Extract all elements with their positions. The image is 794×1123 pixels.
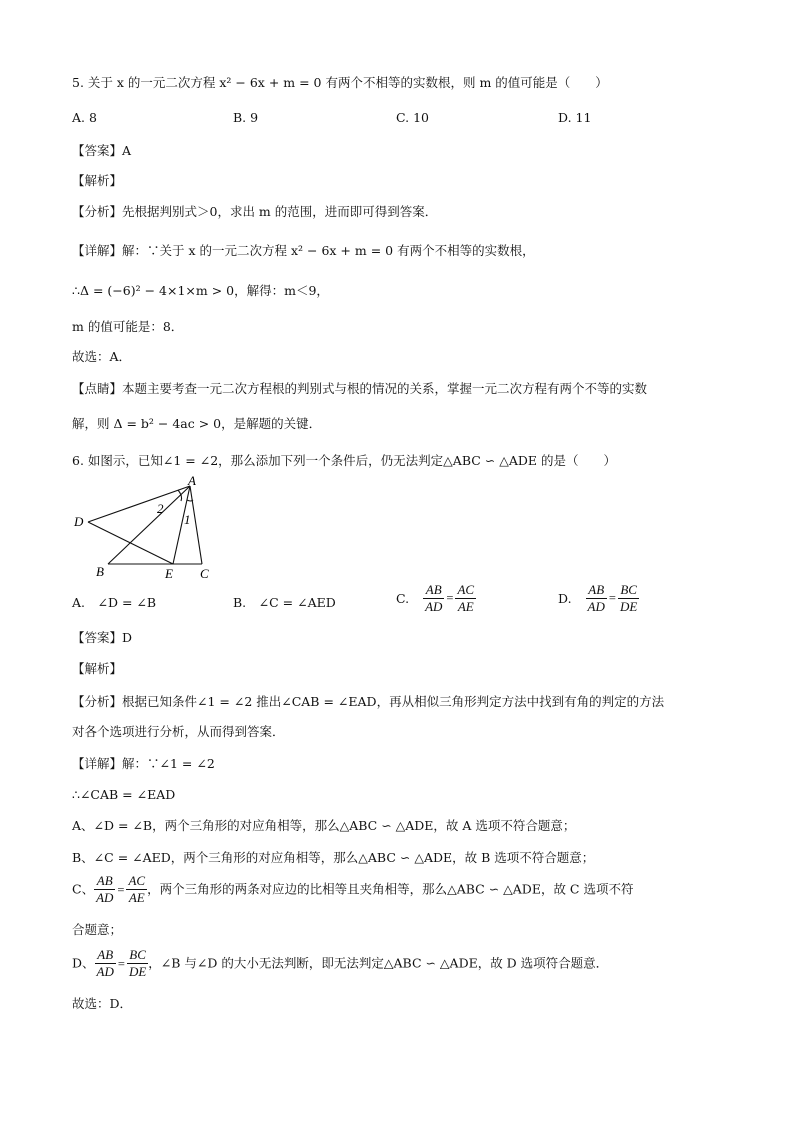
q6-analysis-line1: 【分析】根据已知条件∠1 = ∠2 推出∠CAB = ∠EAD，再从相似三角形判定方法中找到有角的判定的方法 [72,694,665,709]
fraction-ab-ad [586,582,607,615]
denominator: AE [457,599,474,614]
equals: = [446,591,454,605]
q5-step-value: m 的值可能是：8． [72,319,184,334]
numerator: AC [457,582,475,597]
fraction-ab-ad [95,947,116,980]
denominator: AE [128,890,145,905]
denominator: AD [96,964,114,979]
numerator: AB [95,947,116,964]
q6-option-b: B. ∠C = ∠AED [233,595,336,610]
q6-line-b: B、∠C = ∠AED，两个三角形的对应角相等，那么△ABC ∽ △ADE，故 B 选项不符合题意； [72,850,595,865]
denominator: AD [96,890,114,905]
q6-option-a: A. ∠D = ∠B [72,595,157,610]
numerator: BC [127,947,148,964]
q6-line-c [72,873,633,906]
denominator: DE [619,599,638,614]
equals: = [117,956,125,971]
label-c: C [200,566,209,581]
q6-line-a: A、∠D = ∠B，两个三角形的对应角相等，那么△ABC ∽ △ADE，故 A 选项不符合题意； [72,818,576,833]
q5-jiexi-label: 【解析】 [72,173,123,188]
q5-option-c: C. 10 [396,110,429,125]
q6-therefore: ∴∠CAB = ∠EAD [72,787,176,802]
q6-choice: 故选：D． [72,996,133,1011]
fraction-ac-ae [455,582,476,615]
q6-detail: 【详解】解：∵∠1 = ∠2 [72,756,215,771]
q6-answer: 【答案】D [72,630,133,645]
q5-choice: 故选：A． [72,349,132,364]
segment-de [88,522,173,564]
fraction-ab-ad [423,582,444,615]
label-angle-1: 1 [184,512,191,527]
equals: = [608,591,616,605]
q6-option-c [396,582,476,615]
q5-detail: 【详解】解：∵关于 x 的一元二次方程 x² − 6x + m = 0 有两个不相等的实数根， [72,243,535,258]
fraction-bc-de [618,582,639,615]
fraction-ac-ae [126,873,147,906]
q5-option-a: A. 8 [72,110,97,125]
denominator: AD [587,599,605,614]
q6-line-c-text: ，两个三角形的两条对应边的比相等且夹角相等，那么△ABC ∽ △ADE，故 C 选项不符 [147,881,634,897]
q6-line-d-prefix: D、 [72,955,95,971]
q6-option-c-prefix: C. [396,591,410,606]
angle-mark-1 [187,500,193,501]
triangle-figure [70,476,230,584]
q6-jiexi-label: 【解析】 [72,661,123,676]
q5-step-discriminant: ∴Δ = (−6)² − 4×1×m > 0，解得：m＜9， [72,283,329,298]
fraction-ab-ad [94,873,115,906]
q5-option-b: B. 9 [233,110,259,125]
q5-analysis: 【分析】先根据判别式＞0，求出 m 的范围，进而即可得到答案． [72,204,438,219]
q6-line-d-text: ，∠B 与∠D 的大小无法判断，即无法判定△ABC ∽ △ADE，故 D 选项符合题意． [148,955,609,971]
q6-line-c-continued: 合题意； [72,922,123,937]
q5-option-d: D. 11 [558,110,592,125]
fraction-bc-de [127,947,148,980]
numerator: BC [618,582,639,599]
label-a: A [188,476,196,488]
label-d: D [74,514,84,529]
q5-answer: 【答案】A [72,143,132,158]
denominator: AD [425,599,443,614]
numerator: AB [423,582,444,599]
label-e: E [165,566,173,581]
numerator: AC [128,873,146,888]
q6-line-c-prefix: C、 [72,881,95,897]
numerator: AB [94,873,115,890]
numerator: AB [586,582,607,599]
label-b: B [96,564,104,579]
q6-option-d [558,582,639,615]
label-angle-2: 2 [157,501,164,516]
q6-option-d-prefix: D. [558,591,572,606]
q5-comment-line2: 解，则 Δ = b² − 4ac > 0，是解题的关键． [72,416,322,431]
q6-line-d [72,947,608,980]
q5-comment-line1: 【点睛】本题主要考查一元二次方程根的判别式与根的情况的关系，掌握一元二次方程有两个不等的实数 [72,381,648,396]
segment-ac [190,486,202,564]
denominator: DE [128,964,147,979]
q5-stem: 5. 关于 x 的一元二次方程 x² − 6x + m = 0 有两个不相等的实数根，则 m 的值可能是（ ） [72,75,608,90]
q6-analysis-line2: 对各个选项进行分析，从而得到答案． [72,724,285,739]
equals: = [117,882,125,897]
q6-stem: 6. 如图示，已知∠1 = ∠2，那么添加下列一个条件后，仍无法判定△ABC ∽ △ADE 的是（ ） [72,453,616,468]
segment-ad [88,486,190,522]
